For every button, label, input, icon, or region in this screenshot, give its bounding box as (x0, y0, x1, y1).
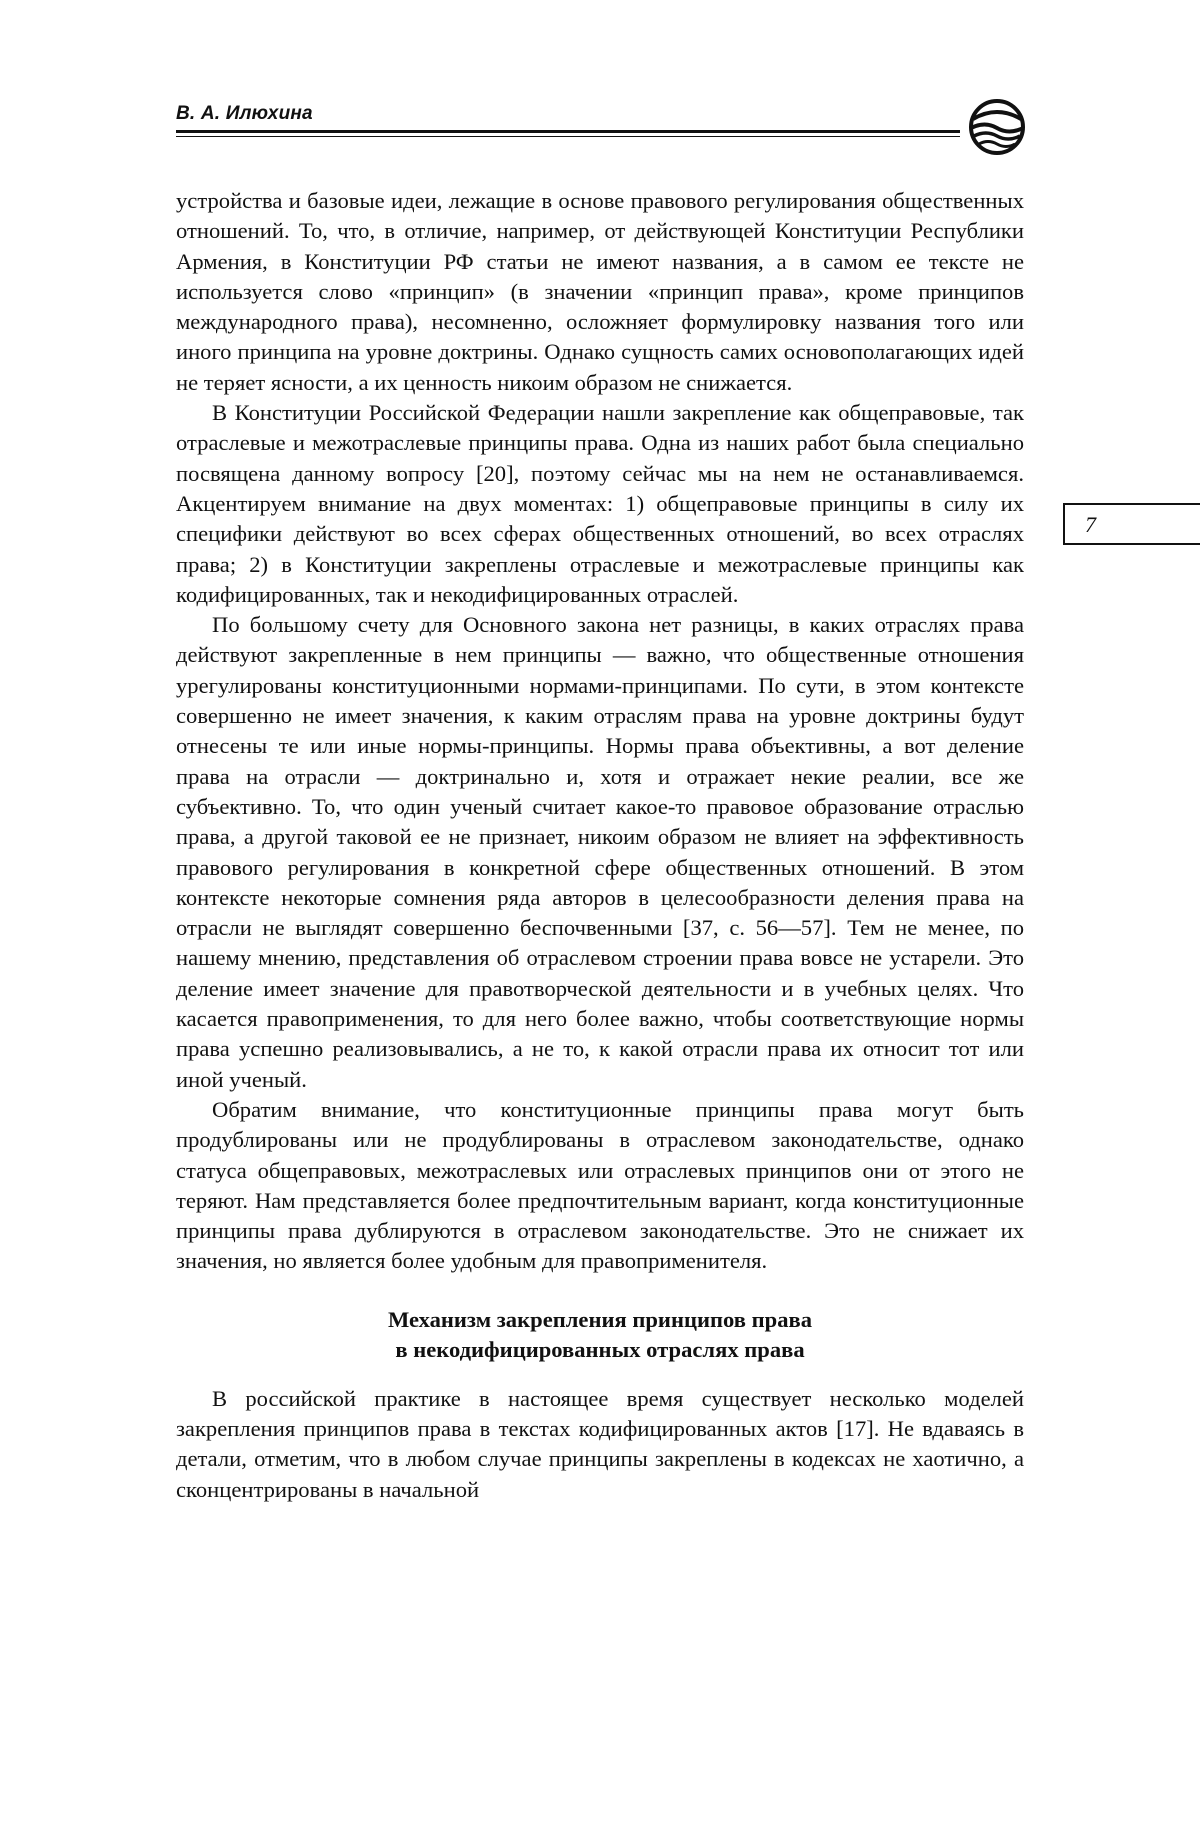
page-number-tab (1063, 503, 1200, 545)
section-heading (176, 1305, 1024, 1365)
page-number: 7 (1085, 512, 1096, 537)
article-body (176, 186, 1024, 1505)
section-heading-line: Механизм закрепления принципов права (388, 1306, 812, 1332)
body-paragraph: В Конституции Российской Федерации нашли закрепление как общеправовые, так отраслевые и межотраслевые принципы права. Одна из наших работ была специально посвящена данному вопросу [20], поэтому сейчас мы на нем не останавливаемся. Акцентируем внимание на двух моментах: 1) общеправовые принципы в силу их специфики действуют во всех сферах общественных отношений, во всех отраслях права; 2) в Конституции закреплены отраслевые и межотраслевые принципы как кодифицированных, так и некодифицированных отраслей. (176, 400, 1024, 607)
running-header-author: В. А. Илюхина (176, 103, 313, 124)
body-paragraph: По большому счету для Основного закона нет разницы, в каких отраслях права действуют закрепленные в нем принципы — важно, что общественные отношения урегулированы конституционными нормами-принципами. По сути, в этом контексте совершенно не имеет значения, к каким отраслям права на уровне доктрины будут отнесены те или иные нормы-принципы. Нормы права объективны, а вот деление права на отрасли — доктринально и, хотя и отражает некие реалии, все же субъективно. То, что один ученый считает какое-то правовое образование отраслью права, а другой таковой ее не признает, никоим образом не влияет на эффективность правового регулирования в конкретной сфере общественных отношений. В этом контексте некоторые сомнения ряда авторов в целесообразности деления права на отрасли не выглядят совершенно беспочвенными [37, с. 56—57]. Тем не менее, по нашему мнению, представления об отраслевом строении права вовсе не устарели. Это деление имеет значение для правотворческой деятельности и в учебных целях. Что касается правоприменения, то для него более важно, чтобы соответствующие нормы права успешно реализовывались, а не то, к какой отрасли права их относит тот или иной ученый. (176, 612, 1024, 1092)
body-paragraph: В российской практике в настоящее время существует несколько моделей закрепления принципов права в текстах кодифицированных актов [17]. Не вдаваясь в детали, отметим, что в любом случае принципы закреплены в кодексах не хаотично, а сконцентрированы в начальной (176, 1385, 1024, 1502)
header-rule-thick (176, 130, 960, 133)
running-header (176, 103, 1026, 143)
section-heading-line: в некодифицированных отраслях права (395, 1336, 805, 1362)
header-rule-thin (176, 136, 960, 137)
body-paragraph: Обратим внимание, что конституционные принципы права могут быть продублированы или не продублированы в отраслевом законодательстве, однако статуса общеправовых, межотраслевых или отраслевых принципов они от этого не теряют. Нам представляется более предпочтительным вариант, когда конституционные принципы права дублируются в отраслевом законодательстве. Это не снижает их значения, но является более удобным для правоприменителя. (176, 1096, 1024, 1274)
wave-globe-icon (967, 97, 1027, 157)
body-paragraph: устройства и базовые идеи, лежащие в основе правового регулирования общественных отношений. То, что, в отличие, например, от действующей Конституции Республики Армения, в Конституции РФ статьи не имеют названия, а в самом ее тексте не используется слово «принцип» (в значении «принцип права», кроме принципов международного права), несомненно, осложняет формулировку названия того или иного принципа на уровне доктрины. Однако сущность самих основополагающих идей не теряет ясности, а их ценность никоим образом не снижается. (176, 188, 1024, 395)
